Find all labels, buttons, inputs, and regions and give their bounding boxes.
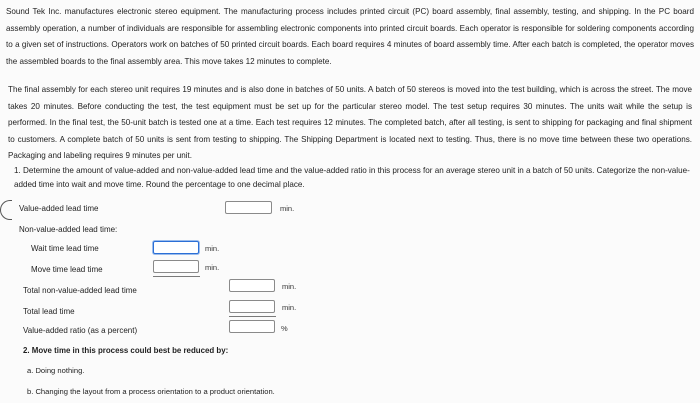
move-time-underline — [153, 276, 200, 277]
value-added-input[interactable] — [225, 201, 272, 214]
wait-time-label: Wait time lead time — [31, 244, 99, 253]
value-added-ratio-input[interactable] — [229, 320, 275, 333]
move-time-unit: min. — [205, 263, 220, 272]
question-2-prompt: 2. Move time in this process could best be reduced by: — [23, 346, 229, 355]
wait-time-unit: min. — [205, 244, 220, 253]
move-time-input[interactable] — [153, 260, 199, 273]
value-added-label: Value-added lead time — [19, 204, 99, 213]
total-lead-time-input[interactable] — [229, 300, 275, 313]
value-added-unit: min. — [280, 204, 295, 213]
total-lead-time-label: Total lead time — [23, 307, 75, 316]
question-1-prompt: 1. Determine the amount of value-added and non-value-added lead time and the value-added ratio in this process for an average stereo unit in a batch of 50 units. Categorize the non-value-added time into wait and move time. Round the percentage to one decimal place. — [14, 166, 690, 189]
move-time-label: Move time lead time — [31, 265, 103, 274]
option-b[interactable]: b. Changing the layout from a process orientation to a product orientation. — [27, 387, 275, 396]
option-a[interactable]: a. Doing nothing. — [27, 366, 85, 375]
value-added-ratio-label: Value-added ratio (as a percent) — [23, 326, 138, 335]
total-non-value-added-input[interactable] — [229, 279, 275, 292]
total-non-value-added-label: Total non-value-added lead time — [23, 286, 137, 295]
wait-time-input[interactable] — [153, 241, 199, 254]
total-lead-time-underline — [229, 316, 276, 317]
total-lead-time-unit: min. — [282, 303, 297, 312]
problem-paragraph-1: Sound Tek Inc. manufactures electronic stereo equipment. The manufacturing process includes printed circuit (PC) board assembly, final assembly, testing, and shipping. In the PC board assembly operation, a number of individuals are responsible for assembling electronic components into printed circuit boards. Each operator is responsible for soldering components according to a given set of instructions. Operators work on batches of 50 printed circuit boards. Each board requires 4 minutes of board assembly time. After each batch is completed, the operator moves the assembled boards to the final assembly area. This move takes 12 minutes to complete. — [6, 7, 694, 66]
problem-paragraph-2: The final assembly for each stereo unit requires 19 minutes and is also done in batches of 50 units. A batch of 50 stereos is moved into the test building, which is across the street. The move takes 20 minutes. Before conducting the test, the test equipment must be set up for the particular stereo model. The test setup requires 30 minutes. The units wait while the setup is performed. In the final test, the 50-unit batch is tested one at a time. Each test requires 12 minutes. The completed batch, after all testing, is sent to shipping for packaging and final shipment to customers. A complete batch of 50 units is sent from testing to shipping. The Shipping Department is located next to testing. Thus, there is no move time between these two operations. Packaging and labeling requires 9 minutes per unit. — [8, 85, 692, 161]
total-non-value-added-unit: min. — [282, 282, 297, 291]
answer-group-bracket — [0, 200, 12, 220]
value-added-ratio-unit: % — [281, 324, 288, 333]
non-value-added-heading: Non-value-added lead time: — [19, 225, 118, 234]
